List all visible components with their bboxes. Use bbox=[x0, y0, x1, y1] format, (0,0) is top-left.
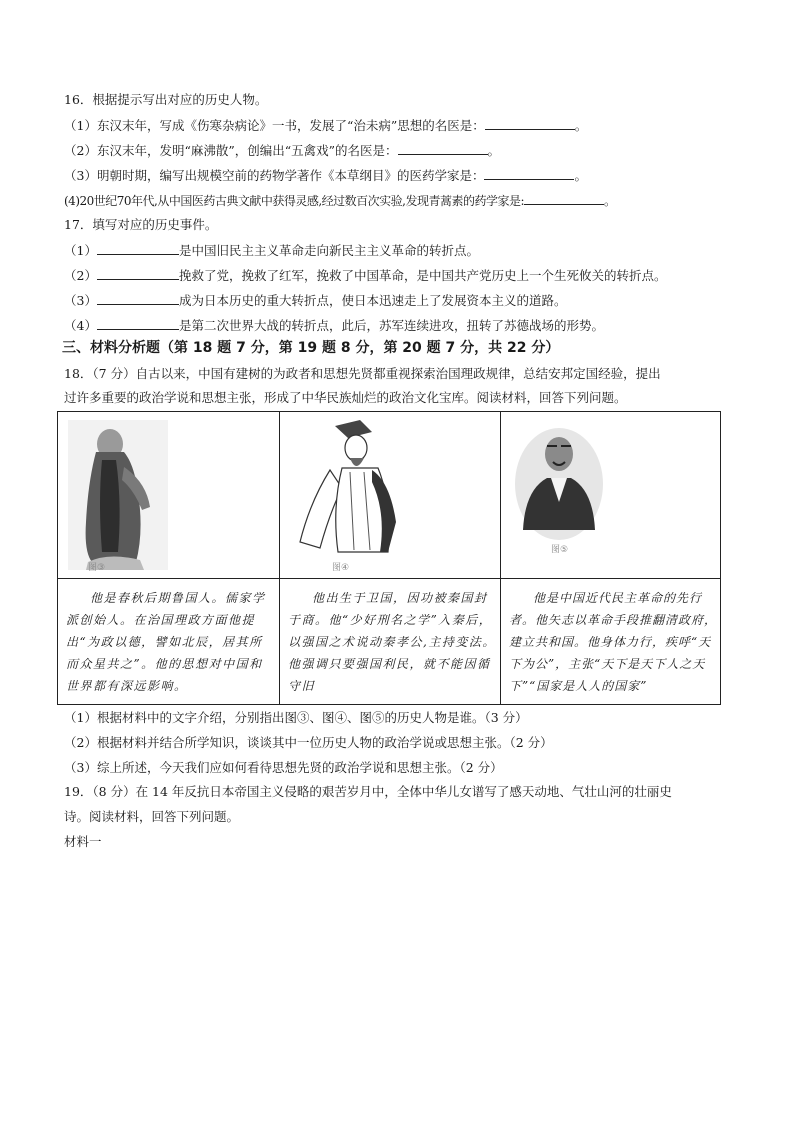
confucius-portrait-icon bbox=[58, 412, 279, 578]
q18-question-3: （3）综上所述，今天我们应如何看待思想先贤的政治学说和思想主张。（2 分） bbox=[64, 760, 503, 775]
q16-item-1: （1）东汉末年，写成《伤寒杂病论》一书，发展了“治未病”思想的名医是： 。 bbox=[64, 118, 588, 133]
q18-question-2: （2）根据材料并结合所学知识，谈谈其中一位历史人物的政治学说或思想主张。（2 分） bbox=[64, 735, 553, 750]
answer-blank[interactable] bbox=[97, 317, 179, 330]
figure-3-description: 他是春秋后期鲁国人。儒家学派创始人。在治国理政方面他提出“为政以德，譬如北辰，居其所而众星共之”。他的思想对中国和世界都有深远影响。 bbox=[66, 591, 266, 693]
q17-item-4: （4） 是第二次世界大战的转折点，此后，苏军连续进攻，扭转了苏德战场的形势。 bbox=[64, 318, 604, 333]
q18-question-1: （1）根据材料中的文字介绍，分别指出图③、图④、图⑤的历史人物是谁。（3 分） bbox=[64, 710, 528, 725]
q16-stem: 16．根据提示写出对应的历史人物。 bbox=[64, 92, 268, 107]
figure-4-image bbox=[280, 412, 500, 578]
q17-item-1-text: 是中国旧民主主义革命走向新民主主义革命的转折点。 bbox=[178, 243, 479, 258]
q19-material-label: 材料一 bbox=[64, 834, 102, 849]
answer-blank[interactable] bbox=[524, 192, 604, 205]
q19-intro-line-1: 19．（8 分）在 14 年反抗日本帝国主义侵略的艰苦岁月中，全体中华儿女谱写了感天动地、气壮山河的壮丽史 bbox=[64, 784, 672, 799]
q16-item-3: （3）明朝时期，编写出规模空前的药物学著作《本草纲目》的医药学家是： 。 bbox=[64, 168, 587, 183]
figure-4-description: 他出生于卫国，因功被秦国封于商。他“少好刑名之学”入秦后，以强国之术说动秦孝公,主持变法。他强调只要强国利民，就不能因循守旧 bbox=[288, 591, 496, 693]
shang-yang-portrait-icon bbox=[280, 412, 500, 578]
q16-item-4: (4)20世纪70年代,从中国医药古典文献中获得灵感,经过数百次实验,发现青蒿素的药学家是: 。 bbox=[64, 194, 616, 208]
answer-blank[interactable] bbox=[484, 167, 574, 180]
q17-item-2-text: 挽救了党，挽救了红军，挽救了中国革命，是中国共产党历史上一个生死攸关的转折点。 bbox=[178, 268, 667, 283]
figure-5-image bbox=[501, 412, 721, 578]
section-heading: 三、材料分析题（第 18 题 7 分，第 19 题 8 分，第 20 题 7 分，共 22 分） bbox=[62, 340, 560, 356]
q16-item-3-text: （3）明朝时期，编写出规模空前的药物学著作《本草纲目》的医药学家是： bbox=[64, 168, 485, 183]
answer-blank[interactable] bbox=[97, 242, 179, 255]
q17-item-2: （2） 挽救了党，挽救了红军，挽救了中国革命，是中国共产党历史上一个生死攸关的转折点。 bbox=[64, 268, 667, 283]
q19-intro-line-2: 诗。阅读材料，回答下列问题。 bbox=[64, 809, 240, 824]
q18-intro-line-1: 18．（7 分）自古以来，中国有建树的为政者和思想先贤都重视探索治国理政规律，总结安邦定国经验，提出 bbox=[64, 366, 661, 381]
q17-stem: 17．填写对应的历史事件。 bbox=[64, 217, 218, 232]
figure-5-description: 他是中国近代民主革命的先行者。他矢志以革命手段推翻清政府，建立共和国。他身体力行，疾呼“天下为公”，主张“天下是天下人之天下”“国家是人人的国家” bbox=[509, 591, 718, 693]
figure-5-caption: 图⑤ bbox=[551, 545, 569, 555]
figure-3-caption: 图③ bbox=[88, 563, 106, 573]
material-table bbox=[57, 411, 721, 705]
q16-item-1-text: （1）东汉末年，写成《伤寒杂病论》一书，发展了“治未病”思想的名医是： bbox=[64, 118, 485, 133]
q17-item-3: （3） 成为日本历史的重大转折点，使日本迅速走上了发展资本主义的道路。 bbox=[64, 293, 567, 308]
q18-intro-line-2: 过许多重要的政治学说和思想主张，形成了中华民族灿烂的政治文化宝库。阅读材料，回答下列问题。 bbox=[64, 390, 627, 405]
q16-item-2-text: （2）东汉末年，发明“麻沸散”，创编出“五禽戏”的名医是： bbox=[64, 143, 398, 158]
q17-item-1: （1） 是中国旧民主主义革命走向新民主主义革命的转折点。 bbox=[64, 243, 479, 258]
answer-blank[interactable] bbox=[97, 267, 179, 280]
figure-4-caption: 图④ bbox=[332, 563, 350, 573]
figure-3-image bbox=[58, 412, 279, 578]
q17-item-3-text: 成为日本历史的重大转折点，使日本迅速走上了发展资本主义的道路。 bbox=[178, 293, 567, 308]
sun-yat-sen-portrait-icon bbox=[501, 412, 721, 578]
q16-item-2: （2）东汉末年，发明“麻沸散”，创编出“五禽戏”的名医是： 。 bbox=[64, 143, 501, 158]
q17-item-4-text: 是第二次世界大战的转折点，此后，苏军连续进攻，扭转了苏德战场的形势。 bbox=[178, 318, 604, 333]
q16-item-4-text: (4)20世纪70年代,从中国医药古典文献中获得灵感,经过数百次实验,发现青蒿素的药学家是: bbox=[64, 194, 525, 208]
answer-blank[interactable] bbox=[398, 142, 488, 155]
answer-blank[interactable] bbox=[485, 117, 575, 130]
answer-blank[interactable] bbox=[97, 292, 179, 305]
